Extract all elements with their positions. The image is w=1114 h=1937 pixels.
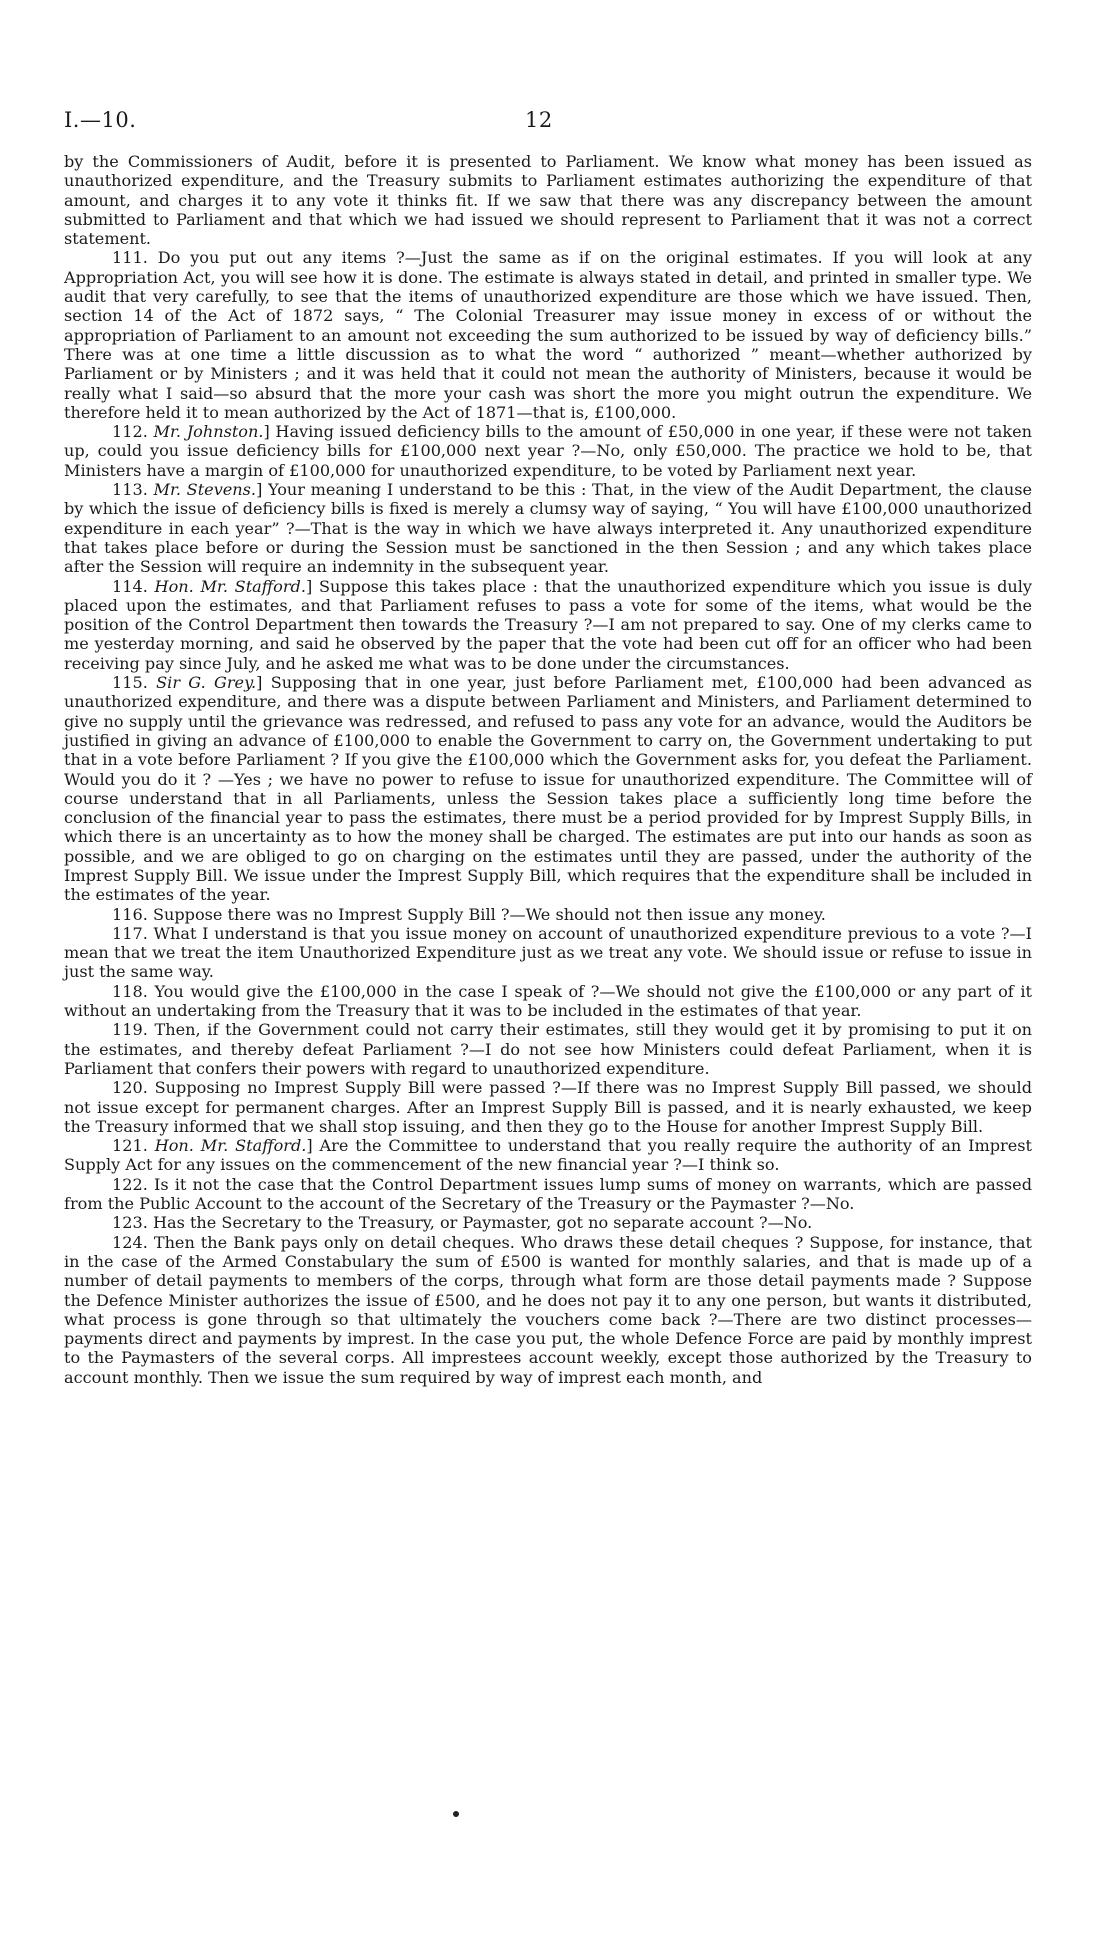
paragraph-text: Do you put out any items ?—Just the same as if on the original estimates. If you will look at any Appropriation Act, you will see how it is done. The estimate is always stated in detail, and printed in smaller type. We audit that very carefully, to see that the items of unauthorized expenditure are those which we have issued. Then, section 14 of the Act of 1872 says, “ The Colonial Treasurer may issue money in excess of or without the appropriation of Parliament to an amount not exceeding the sum authorized to be issued by way of deficiency bills.” There was at one time a little discussion as to what the word “ authorized ” meant—whether authorized by Parliament or by Ministers ; and it was held that it could not mean the authority of Ministers, because it would be really what I said—so absurd that the more your cash was short the more you might outrun the expenditure. We therefore held it to mean authorized by the Act of 1871—that is, £100,000. bbox=[64, 248, 1033, 422]
paragraph-number: 118. bbox=[112, 981, 155, 1001]
paragraph-number: 124. bbox=[112, 1232, 154, 1252]
paragraph-117 bbox=[64, 924, 1032, 982]
page-header bbox=[64, 108, 1032, 152]
paragraph-text: ] Are the Committee to understand that you really require the authority of an Imprest Supply Act for any issues on the commencement of the new financial year ?—I think so. bbox=[64, 1136, 1033, 1175]
paragraph-number: 112. bbox=[112, 422, 154, 442]
paragraph-number: 115. bbox=[112, 673, 157, 693]
speaker-name: Hon. Mr. Stafford. bbox=[154, 1136, 307, 1156]
speaker-name: Mr. Johnston. bbox=[153, 422, 264, 442]
paragraph-text: Then, if the Government could not carry their estimates, still they would get it by promising to put it on the estimates, and thereby defeat Parliament ?—I do not see how Ministers could defeat Parliament, when it is Parliament that confers their powers with regard to unauthorized expenditure. bbox=[64, 1020, 1032, 1078]
paragraph-124 bbox=[64, 1233, 1032, 1387]
paragraph-115 bbox=[64, 673, 1032, 905]
paragraph-119 bbox=[64, 1020, 1032, 1078]
paragraph-120 bbox=[64, 1078, 1032, 1136]
paragraph-text: Has the Secretary to the Treasury, or Paymaster, got no separate account ?—No. bbox=[152, 1213, 813, 1233]
paragraph-113 bbox=[64, 480, 1032, 576]
paragraph-text: ] Supposing that in one year, just before Parliament met, £100,000 had been advanced as unauthorized expenditure, and there was a dispute between Parliament and Ministers, and Parliament determined to give no supply until the grievance was redressed, and refused to pass any vote for an advance, would the Auditors be justified in giving an advance of £100,000 to enable the Government to carry on, the Government undertaking to put that in a vote before Parliament ? If you give the £100,000 which the Government asks for, you defeat the Parliament. Would you do it ? —Yes ; we have no power to refuse to issue for unauthorized expenditure. The Committee will of course understand that in all Parliaments, unless the Session takes place a sufficiently long time before the conclusion of the financial year to pass the estimates, there must be a period provided for by Imprest Supply Bills, in which there is an uncertainty as to how the money shall be charged. The estimates are put into our hands as soon as possible, and we are obliged to go on charging on the estimates until they are passed, under the authority of the Imprest Supply Bill. We issue under the Imprest Supply Bill, which requires that the expenditure shall be included in the estimates of the year. bbox=[64, 673, 1032, 905]
footer-mark bbox=[453, 1811, 459, 1817]
paragraph-number: 123. bbox=[112, 1213, 153, 1233]
paragraph-number: 121. bbox=[112, 1136, 155, 1156]
paragraph-continuation bbox=[64, 152, 1032, 248]
speaker-name: Sir G. Grey. bbox=[156, 673, 257, 693]
paragraph-text: You would give the £100,000 in the case I speak of ?—We should not give the £100,000 or any part of it without an undertaking from the Treasury that it was to be included in the estimates of that year. bbox=[64, 981, 1032, 1021]
paragraph-116 bbox=[64, 905, 1032, 924]
paragraph-112 bbox=[64, 422, 1032, 480]
paragraph-text: Is it not the case that the Control Department issues lump sums of money on warrants, which are passed from the Public Account to the account of the Secretary of the Treasury or the Paymaster ?—No. bbox=[64, 1174, 1033, 1214]
paragraph-number: 114. bbox=[112, 576, 155, 596]
paragraph-number: 111. bbox=[112, 248, 158, 268]
paragraph-122 bbox=[64, 1175, 1032, 1214]
paragraph-text: ] Having issued deficiency bills to the amount of £50,000 in one year, if these were not taken up, could you issue deficiency bills for £100,000 next year ?—No, only £50,000. The practice we hold to be, that Ministers have a margin of £100,000 for unauthorized expenditure, to be voted by Parliament next year. bbox=[64, 422, 1033, 480]
paragraph-number: 113. bbox=[112, 480, 154, 500]
paragraph-text: Supposing no Imprest Supply Bill were passed ?—If there was no Imprest Supply Bill passed, we should not issue except for permanent charges. After an Imprest Supply Bill is passed, and it is nearly exhausted, we keep the Treasury informed that we shall stop issuing, and then they go to the House for another Imprest Supply Bill. bbox=[64, 1078, 1033, 1136]
paragraph-text: Suppose there was no Imprest Supply Bill ?—We should not then issue any money. bbox=[152, 904, 826, 924]
paragraph-114 bbox=[64, 577, 1032, 673]
document-reference: I.—10. bbox=[64, 108, 137, 132]
paragraph-121 bbox=[64, 1136, 1032, 1175]
paragraph-text: What I understand is that you issue money on account of unauthorized expenditure previous to a vote ?—I mean that we treat the item Unauthorized Expenditure just as we treat any vote. We should issue or refuse to issue in just the same way. bbox=[64, 923, 1033, 982]
speaker-name: Mr. Stevens. bbox=[153, 480, 257, 500]
document-body bbox=[64, 152, 1032, 1387]
paragraph-number: 120. bbox=[112, 1078, 155, 1098]
paragraph-text: ] Suppose this takes place : that the unauthorized expenditure which you issue is duly placed upon the estimates, and that Parliament refuses to pass a vote for some of the items, what would be the position of the Control Department then towards the Treasury ?—I am not prepared to say. One of my clerks came to me yesterday morning, and said he observed by the paper that the vote had been cut off for an officer who had been receiving pay since July, and he asked me what was to be done under the circumstances. bbox=[64, 576, 1033, 673]
document-page bbox=[64, 108, 1032, 1387]
paragraph-number: 122. bbox=[112, 1174, 154, 1194]
paragraph-text: ] Your meaning I understand to be this : That, in the view of the Audit Department, the clause by which the issue of deficiency bills is fixed is merely a clumsy way of saying, “ You will have £100,000 unauthorized expenditure in each year” ?—That is the way in which we have always interpreted it. Any unauthorized expenditure that takes place before or during the Session must be sanctioned in the then Session ; and any which takes place after the Session will require an indemnity in the subsequent year. bbox=[64, 480, 1032, 577]
paragraph-text: by the Commissioners of Audit, before it is presented to Parliament. We know what money has been issued as unauthorized expenditure, and the Treasury submits to Parliament estimates authorizing the expenditure of that amount, and charges it to any vote it thinks fit. If we saw that there was any discrepancy between the amount submitted to Parliament and that which we had issued we should represent to Parliament that it was not a correct statement. bbox=[64, 152, 1032, 249]
paragraph-111 bbox=[64, 248, 1032, 422]
page-number: 12 bbox=[525, 108, 553, 132]
paragraph-118 bbox=[64, 982, 1032, 1021]
paragraph-number: 116. bbox=[112, 904, 153, 924]
paragraph-number: 119. bbox=[112, 1020, 155, 1040]
paragraph-123 bbox=[64, 1213, 1032, 1232]
paragraph-number: 117. bbox=[112, 923, 154, 943]
speaker-name: Hon. Mr. Stafford. bbox=[154, 576, 306, 596]
paragraph-text: Then the Bank pays only on detail cheques. Who draws these detail cheques ? Suppose, for instance, that in the case of the Armed Constabulary the sum of £500 is wanted for monthly salaries, and that is made up of a number of detail payments to members of the corps, through what form are those detail payments made ? Suppose the Defence Minister authorizes the issue of £500, and he does not pay it to any one person, but wants it distributed, what process is gone through so that ultimately the vouchers come back ?—There are two distinct processes—payments direct and payments by imprest. In the case you put, the whole Defence Force are paid by monthly imprest to the Paymasters of the several corps. All imprestees account weekly, except those authorized by the Treasury to account monthly. Then we issue the sum required by way of imprest each month, and bbox=[64, 1232, 1032, 1387]
